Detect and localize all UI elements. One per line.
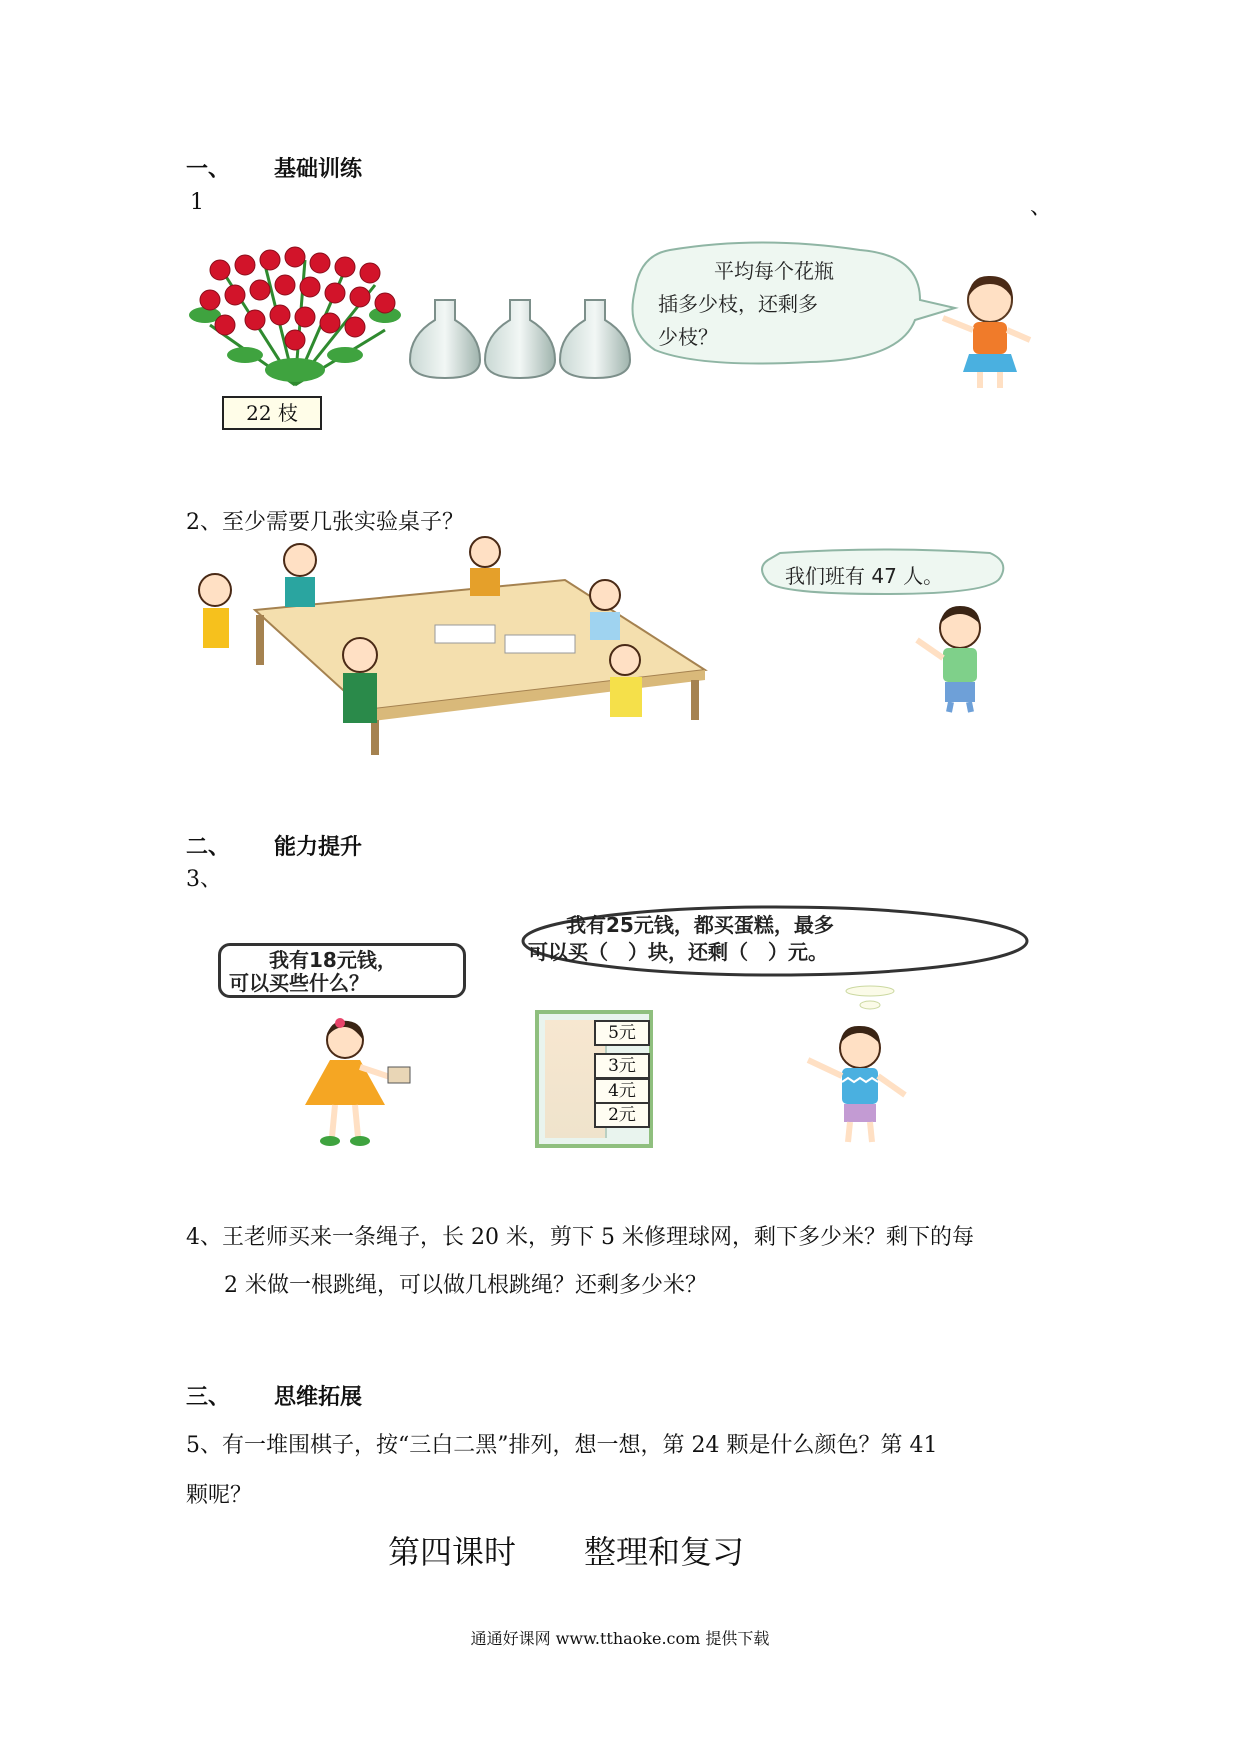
- question-1-number: 1: [190, 190, 204, 215]
- q1-speech-bubble: 平均每个花瓶 插多少枝，还剩多 少枝？: [658, 259, 834, 349]
- boy-illustration: [905, 600, 1010, 715]
- boy-waving-illustration: [790, 1020, 930, 1150]
- question-4-line-2: 2 米做一根跳绳，可以做几根跳绳？还剩多少米？: [224, 1273, 707, 1298]
- section-heading-2: 二、 能力提升: [186, 834, 363, 860]
- flower-count-tag: 22 枝: [222, 396, 322, 430]
- price-tag-4: 2元: [594, 1102, 650, 1128]
- q2-speech-bubble: 我们班有 47 人。: [785, 564, 944, 588]
- question-5-line-1: 5、有一堆围棋子，按“三白二黑”排列，想一想，第 24 颗是什么颜色？第 41: [186, 1433, 938, 1458]
- thought-dots-icon: [840, 985, 900, 1015]
- classroom-table-illustration: [185, 540, 705, 760]
- question-5-line-2: 颗呢？: [186, 1483, 253, 1508]
- price-tag-3: 4元: [594, 1078, 650, 1104]
- question-1-mark: 、: [1030, 195, 1053, 220]
- vases-illustration: [415, 295, 635, 380]
- section-heading-3: 三、 思维拓展: [186, 1384, 363, 1410]
- footer-text: 通通好课网 www.tthaoke.com 提供下载: [470, 1629, 770, 1648]
- question-2-text: 2、至少需要几张实验桌子？: [186, 510, 464, 535]
- girl-illustration: [935, 270, 1045, 395]
- girl-with-money-illustration: [290, 1015, 420, 1150]
- price-tag-2: 3元: [594, 1053, 650, 1079]
- question-3-number: 3、: [186, 867, 222, 892]
- q3-boy-speech-bubble: 我有25元钱，都买蛋糕，最多 可以买（ ）块，还剩（ ）元。: [528, 913, 834, 964]
- question-4-line-1: 4、王老师买来一条绳子，长 20 米，剪下 5 米修理球网，剩下多少米？剩下的每: [186, 1225, 974, 1250]
- q3-girl-speech-bubble: 我有18元钱， 可以买些什么？: [218, 943, 466, 998]
- price-tag-1: 5元: [594, 1020, 650, 1046]
- lesson-title: 第四课时 整理和复习: [388, 1533, 745, 1571]
- section-heading-1: 一、 基础训练: [186, 156, 363, 182]
